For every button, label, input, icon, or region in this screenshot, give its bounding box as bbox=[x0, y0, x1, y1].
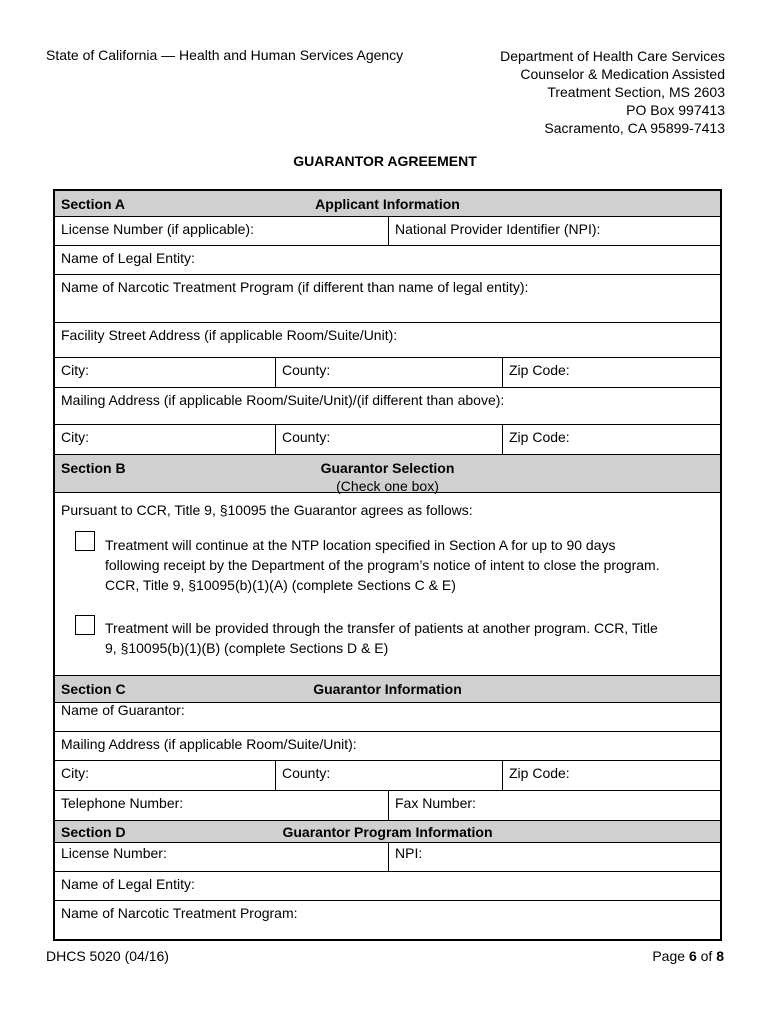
guarantor-name-field[interactable] bbox=[55, 702, 720, 732]
field-label: Facility Street Address (if applicable Room/Suite/Unit): bbox=[61, 327, 398, 343]
agency-name: State of California — Health and Human Services Agency bbox=[46, 47, 404, 63]
county-field[interactable] bbox=[275, 761, 502, 790]
field-label: Name of Narcotic Treatment Program (if different than name of legal entity): bbox=[61, 279, 529, 295]
option-1-text bbox=[105, 535, 706, 595]
option-1-checkbox[interactable] bbox=[75, 531, 95, 551]
address-line: Department of Health Care Services bbox=[500, 48, 725, 64]
zip-field[interactable] bbox=[502, 425, 720, 454]
license-number-field[interactable] bbox=[55, 217, 388, 245]
section-title: Guarantor Selection bbox=[320, 460, 455, 476]
city-county-zip-row bbox=[55, 358, 720, 388]
field-label: Name of Legal Entity: bbox=[61, 876, 195, 892]
option-2-checkbox[interactable] bbox=[75, 615, 95, 635]
field-label: County: bbox=[282, 362, 331, 378]
field-label: Name of Narcotic Treatment Program: bbox=[61, 905, 298, 921]
field-label: City: bbox=[61, 362, 89, 378]
field-label: County: bbox=[282, 429, 331, 445]
selection-intro: Pursuant to CCR, Title 9, §10095 the Guarantor agrees as follows: bbox=[61, 502, 473, 518]
npi-field[interactable] bbox=[388, 217, 720, 245]
guarantor-mailing-address-field[interactable] bbox=[55, 732, 720, 761]
field-label: Name of Legal Entity: bbox=[61, 250, 195, 266]
field-label: Mailing Address (if applicable Room/Suite/Unit): bbox=[61, 736, 357, 752]
guarantor-form bbox=[53, 189, 722, 941]
department-address bbox=[500, 47, 725, 137]
zip-field[interactable] bbox=[502, 358, 720, 387]
npi-field[interactable] bbox=[388, 843, 720, 871]
city-field[interactable] bbox=[55, 425, 275, 454]
field-label: License Number: bbox=[61, 845, 167, 861]
section-a-header bbox=[55, 191, 720, 217]
page-current: 6 bbox=[688, 948, 697, 964]
ntp-name-field[interactable] bbox=[55, 275, 720, 323]
mailing-address-field[interactable] bbox=[55, 388, 720, 425]
section-b-header bbox=[55, 455, 720, 493]
field-label: NPI: bbox=[395, 845, 423, 861]
form-id: DHCS 5020 (04/16) bbox=[46, 948, 169, 964]
option-2-text bbox=[105, 618, 706, 658]
guarantor-selection-body bbox=[55, 493, 720, 676]
section-subtitle: (Check one box) bbox=[336, 478, 439, 494]
page-of: of bbox=[696, 948, 717, 964]
section-title: Guarantor Program Information bbox=[282, 824, 493, 840]
facility-address-field[interactable] bbox=[55, 323, 720, 358]
fax-field[interactable] bbox=[388, 791, 720, 820]
address-line: PO Box 997413 bbox=[626, 102, 725, 118]
field-label: Telephone Number: bbox=[61, 795, 184, 811]
page-total: 8 bbox=[716, 948, 724, 964]
legal-entity-field[interactable] bbox=[55, 246, 720, 275]
phone-fax-row bbox=[55, 791, 720, 821]
option-line: Treatment will be provided through the transfer of patients at another program. CCR, Title bbox=[105, 620, 658, 636]
telephone-field[interactable] bbox=[55, 791, 388, 820]
license-number-field[interactable] bbox=[55, 843, 388, 871]
field-label: License Number (if applicable): bbox=[61, 221, 254, 237]
field-label: Mailing Address (if applicable Room/Suite/Unit)/(if different than above): bbox=[61, 392, 505, 408]
page-prefix: Page bbox=[652, 948, 689, 964]
field-label: National Provider Identifier (NPI): bbox=[395, 221, 601, 237]
option-line: 9, §10095(b)(1)(B) (complete Sections D & E) bbox=[105, 640, 389, 656]
field-label: Name of Guarantor: bbox=[61, 702, 185, 718]
county-field[interactable] bbox=[275, 358, 502, 387]
address-line: Treatment Section, MS 2603 bbox=[547, 84, 725, 100]
section-d-header bbox=[55, 821, 720, 843]
section-title: Applicant Information bbox=[315, 196, 460, 212]
license-npi-row bbox=[55, 843, 720, 872]
county-field[interactable] bbox=[275, 425, 502, 454]
field-label: City: bbox=[61, 765, 89, 781]
city-county-zip-row bbox=[55, 761, 720, 791]
field-label: County: bbox=[282, 765, 331, 781]
address-line: Sacramento, CA 95899-7413 bbox=[544, 120, 725, 136]
city-field[interactable] bbox=[55, 761, 275, 790]
ntp-name-field[interactable] bbox=[55, 901, 720, 939]
option-line: following receipt by the Department of the program’s notice of intent to close the program. bbox=[105, 557, 660, 573]
city-county-zip-row bbox=[55, 425, 720, 455]
section-label: Section D bbox=[61, 824, 126, 840]
field-label: Zip Code: bbox=[509, 429, 570, 445]
option-line: CCR, Title 9, §10095(b)(1)(A) (complete Sections C & E) bbox=[105, 577, 456, 593]
page-title: GUARANTOR AGREEMENT bbox=[293, 153, 477, 169]
page-number bbox=[652, 948, 724, 964]
license-npi-row bbox=[55, 217, 720, 246]
section-label: Section A bbox=[61, 196, 126, 212]
address-line: Counselor & Medication Assisted bbox=[520, 66, 725, 82]
section-c-header bbox=[55, 676, 720, 703]
legal-entity-field[interactable] bbox=[55, 872, 720, 901]
section-label: Section B bbox=[61, 460, 126, 476]
section-label: Section C bbox=[61, 681, 126, 697]
field-label: City: bbox=[61, 429, 89, 445]
field-label: Zip Code: bbox=[509, 362, 570, 378]
section-title: Guarantor Information bbox=[313, 681, 462, 697]
option-line: Treatment will continue at the NTP location specified in Section A for up to 90 days bbox=[105, 537, 616, 553]
field-label: Fax Number: bbox=[395, 795, 476, 811]
zip-field[interactable] bbox=[502, 761, 720, 790]
field-label: Zip Code: bbox=[509, 765, 570, 781]
city-field[interactable] bbox=[55, 358, 275, 387]
